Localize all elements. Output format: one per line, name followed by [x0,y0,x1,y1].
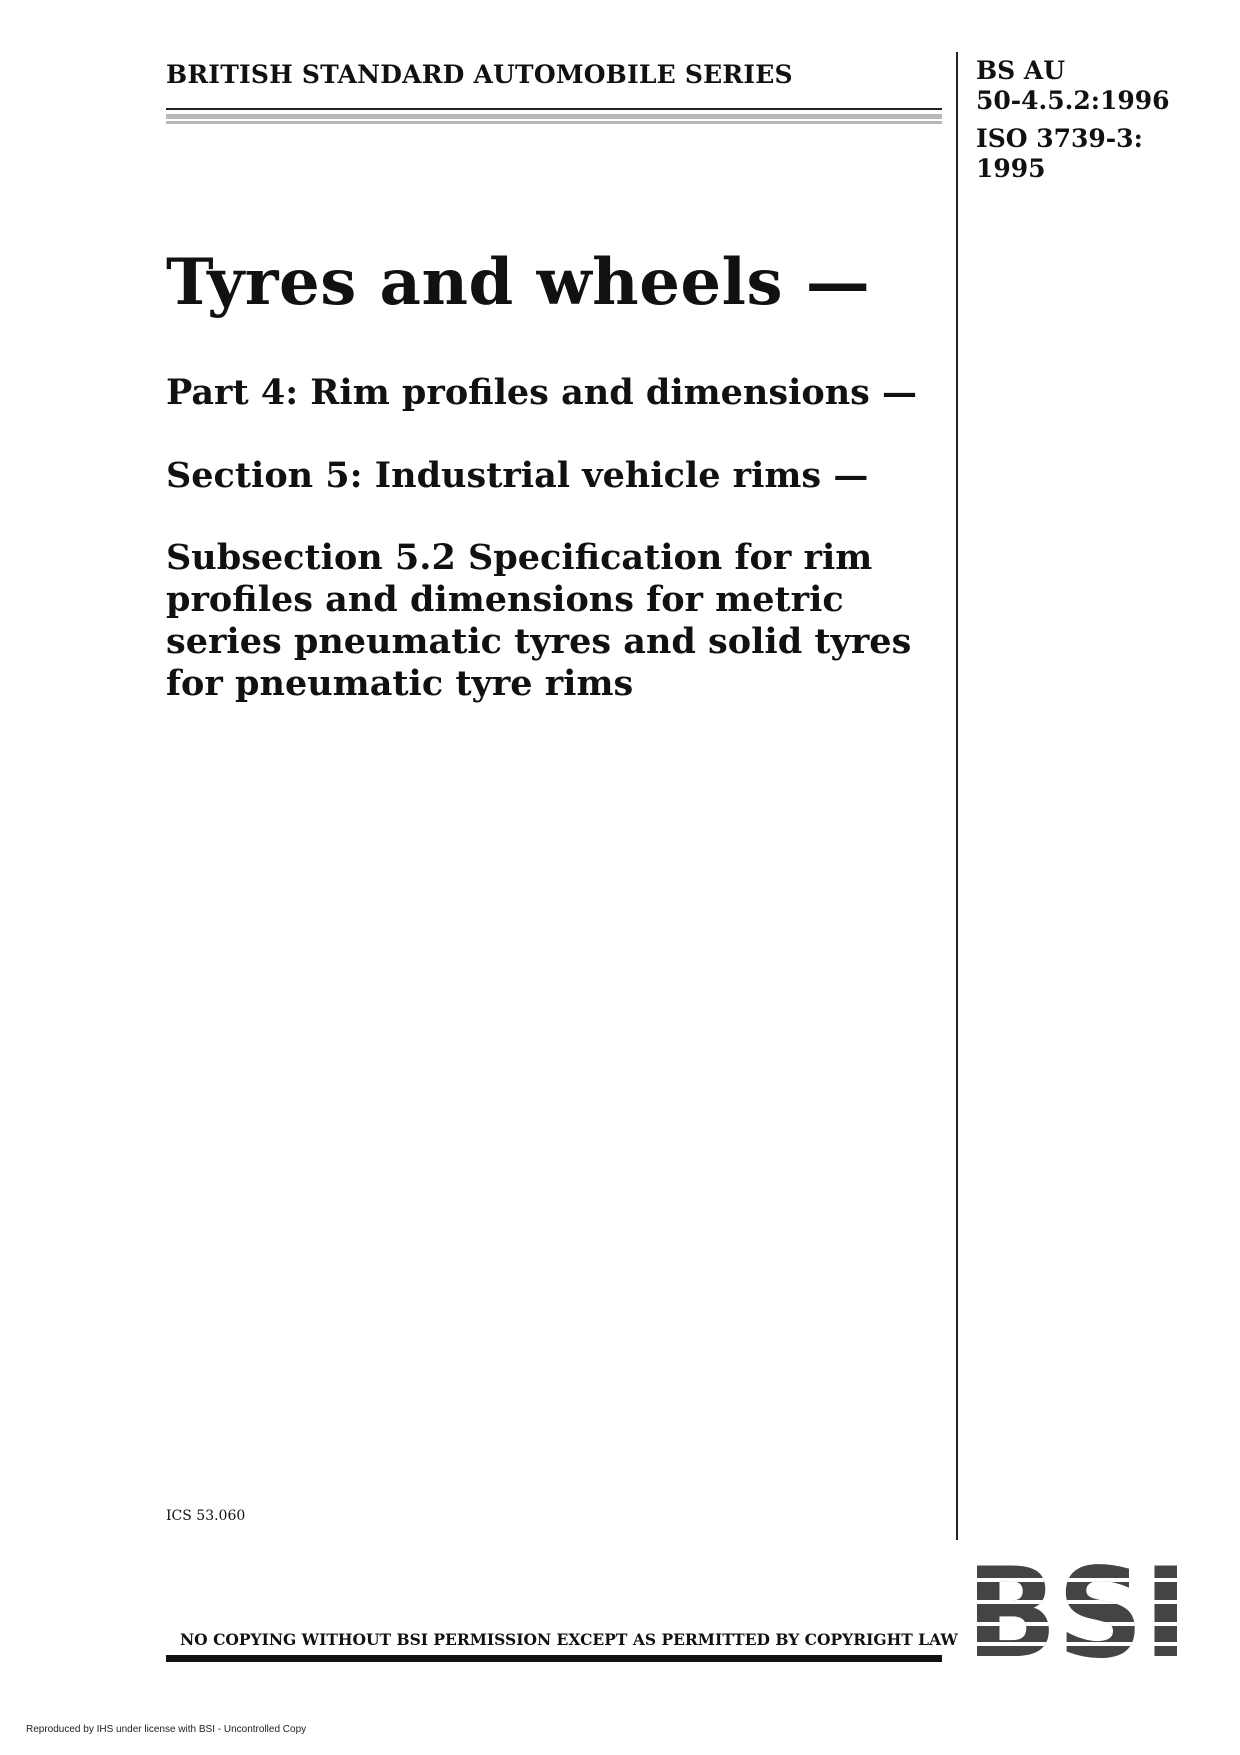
part-title: Part 4: Rim profiles and dimensions — [166,372,918,413]
bottom-rule [166,1655,942,1662]
header-rule-grey-2 [166,121,942,124]
subsection-title: Subsection 5.2 Specification for rim profiles and dimensions for metric series pneumatic tyres and solid tyres for pneumatic tyre rims [166,537,912,704]
ics-code: ICS 53.060 [166,1508,246,1524]
section-title: Section 5: Industrial vehicle rims — [166,455,869,496]
margin-divider [956,52,958,1540]
standard-number-line1: BS AU [976,56,1066,85]
iso-number-line1: ISO 3739-3: [976,124,1143,153]
copyright-notice: NO COPYING WITHOUT BSI PERMISSION EXCEPT AS PERMITTED BY COPYRIGHT LAW [180,1630,958,1649]
main-title: Tyres and wheels — [166,245,871,320]
header-rule-grey [166,114,942,119]
reproduction-footer: Reproduced by IHS under license with BSI - Uncontrolled Copy [26,1724,307,1735]
iso-number-line2: 1995 [976,154,1046,183]
series-title: BRITISH STANDARD AUTOMOBILE SERIES [166,60,793,89]
standard-number-line2: 50-4.5.2:1996 [976,86,1170,115]
bsi-logo [966,1560,1190,1660]
header-rule-thin [166,108,942,110]
standard-number-block [976,56,1170,184]
